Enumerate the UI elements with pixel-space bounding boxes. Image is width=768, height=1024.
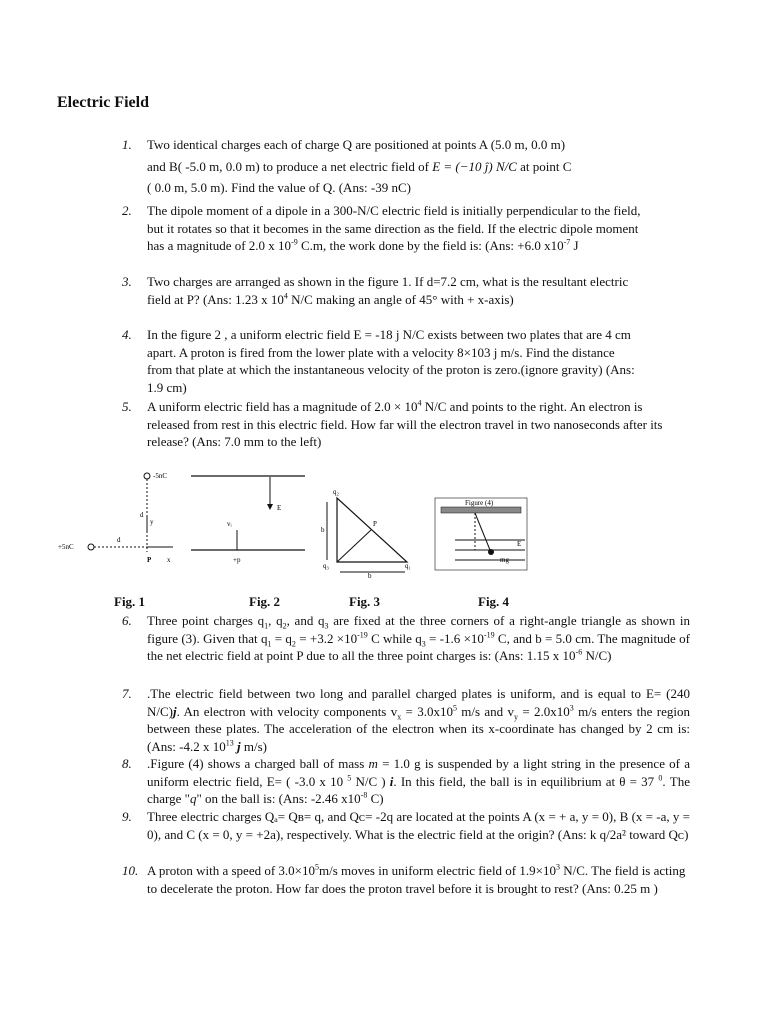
- v-label: vᵢ: [227, 520, 232, 528]
- text: , q: [268, 613, 283, 628]
- charge-positive: [88, 544, 94, 550]
- text: . The charge ": [147, 773, 690, 807]
- question-number: 9.: [122, 809, 132, 824]
- text: = -1.6 ×10: [425, 630, 484, 646]
- b-label-vertical: b: [321, 526, 325, 534]
- question-3-text: Two charges are arranged as shown in the figure 1. If d=7.2 cm, what is the resultant electric field at P? (Ans: 1.23 x 10: [147, 274, 629, 307]
- p-label-3: P: [373, 520, 377, 528]
- text: N/C): [582, 648, 612, 664]
- superscript: 3: [555, 862, 560, 872]
- string: [475, 513, 490, 550]
- text: . An electron with velocity components v: [176, 703, 398, 719]
- altitude: [337, 530, 371, 562]
- question-8: [122, 755, 690, 808]
- question-number: 1.: [122, 137, 132, 152]
- question-2: [122, 202, 657, 255]
- superscript: 4: [417, 398, 422, 408]
- question-3: [122, 273, 654, 308]
- figure-1: [58, 472, 173, 564]
- superscript: 3: [569, 703, 574, 713]
- question-9-text: Three electric charges Qₐ= Qʙ= q, and Qᴄ= -2q are located at the points A (x = + a, y = 0), B (x = -a, y = 0), and C (x = 0, y = +2a), respectively. What is the electric field at the origin? (Ans: k q/2a² toward Qᴄ): [147, 809, 690, 842]
- figure-4: [435, 498, 527, 570]
- question-5-text: N/C and points to the right. An electron is released from rest in this electric field. How far will the electron travel in two nanoseconds after its release? (Ans: 7.0 mm to the left): [147, 399, 663, 450]
- question-9: [122, 808, 690, 843]
- proton-label: +p: [233, 556, 241, 564]
- text: = 3.0x10: [401, 703, 453, 719]
- subscript: 2: [282, 621, 287, 631]
- subscript: 3: [421, 639, 426, 649]
- text: C while q: [367, 630, 422, 646]
- text: N/C ): [351, 773, 390, 789]
- fig-3-label: Fig. 3: [349, 594, 381, 609]
- question-7: [122, 685, 690, 755]
- question-3-text: N/C making an angle of 45° with + x-axis): [287, 291, 514, 307]
- question-5-text: A uniform electric field has a magnitude of 2.0 × 10: [147, 399, 418, 414]
- text: m/s and v: [456, 703, 514, 719]
- ceiling: [441, 507, 521, 513]
- superscript: -19: [357, 630, 368, 640]
- question-number: 5.: [122, 399, 132, 414]
- superscript: 13: [225, 738, 234, 748]
- text: are fixed at the three corners of a right-angle triangle as shown in figure (3). Given that q: [147, 613, 691, 646]
- superscript: -19: [483, 630, 495, 640]
- q3-label: q₃: [323, 562, 329, 570]
- page-title: Electric Field: [57, 94, 149, 111]
- text: C): [367, 791, 384, 807]
- d-label: d: [140, 511, 144, 519]
- text: = q: [271, 630, 292, 646]
- question-number: 8.: [122, 756, 132, 771]
- field-equation: E = (−10 ĵ) N/C: [432, 158, 517, 174]
- subscript: y: [514, 712, 518, 722]
- subscript: 3: [324, 621, 329, 631]
- fig-2-label: Fig. 2: [249, 594, 281, 609]
- y-label: y: [150, 518, 154, 526]
- subscript: 2: [291, 639, 296, 649]
- question-number: 6.: [122, 613, 132, 628]
- q1-label: q₁: [405, 562, 411, 570]
- superscript: -9: [291, 237, 298, 247]
- question-4: [122, 326, 640, 396]
- subscript: 1: [264, 621, 269, 631]
- text: = 2.0x10: [518, 703, 570, 719]
- text: m/s enters the region between these plates. The acceleration of the electron when its x-coordinate has changed by 2 cm is: (Ans: -4.2 x 10: [147, 703, 690, 754]
- superscript: 5: [347, 773, 352, 783]
- question-number: 4.: [122, 327, 132, 342]
- text: .Figure (4) shows a charged ball of mass: [147, 756, 369, 771]
- text: C, and b = 5.0 cm. The magnitude of the net electric field at point P due to all the three point charges is: (Ans: 1.15 x 10: [147, 630, 690, 664]
- text: A proton with a speed of 3.0×10: [147, 863, 316, 878]
- text: = +3.2 ×10: [295, 630, 358, 646]
- field-arrowhead: [267, 504, 273, 510]
- question-5: [122, 398, 667, 451]
- mg-label: mg: [500, 556, 509, 564]
- question-2-text: J: [570, 238, 579, 254]
- question-number: 10.: [122, 863, 139, 878]
- text: " on the ball is: (Ans: -2.46 x10: [196, 791, 361, 807]
- question-2-text: The dipole moment of a dipole in a 300-N/C electric field is initially perpendicular to the field, but it rotates so that it becomes in the same direction as the field. If the electric dipole moment has a magnitude of 2.0 x 10: [147, 203, 641, 254]
- question-4-text: In the figure 2 , a uniform electric field E = -18 j N/C exists between two plates that are 4 cm apart. A proton is fired from the lower plate with a velocity 8×103 j m/s. Find the distance from that plate at which the instantaneous velocity of the proton is zero.(ignore gravity) (Ans: 1.9 cm): [147, 327, 635, 395]
- superscript: -8: [360, 790, 368, 800]
- fig-4-label: Fig. 4: [478, 594, 510, 609]
- question-number: 2.: [122, 203, 132, 218]
- superscript: -6: [575, 647, 583, 657]
- figures-svg: [55, 462, 545, 597]
- question-6: [122, 612, 690, 665]
- q2-label: q₂: [333, 488, 339, 496]
- question-10: [122, 862, 690, 897]
- figure-2: [191, 476, 305, 564]
- text: m/s moves in uniform electric field of 1.9×10: [319, 863, 556, 878]
- subscript: x: [397, 712, 402, 722]
- text: , and q: [286, 613, 325, 628]
- italic-var: q: [189, 791, 197, 807]
- superscript: 4: [283, 291, 288, 301]
- question-number: 3.: [122, 274, 132, 289]
- text: Three point charges q: [147, 613, 265, 628]
- figure-4-title: Figure (4): [465, 499, 494, 507]
- x-label: x: [167, 556, 171, 564]
- text: N/C. The field is acting to decelerate the proton. How far does the proton travel before it is brought to rest? (Ans: 0.25 m ): [147, 863, 686, 896]
- text: = 1.0 g is suspended by a light string in the presence of a uniform electric field, E= ( -3.0 x 10: [147, 756, 690, 789]
- charge-left-label: +5nC: [58, 543, 74, 551]
- superscript: 5: [452, 703, 457, 713]
- question-1-line-3: ( 0.0 m, 5.0 m). Find the value of Q. (Ans: -39 nC): [147, 180, 411, 196]
- unit-vector: j: [236, 738, 241, 754]
- b-label-horizontal: b: [368, 572, 372, 580]
- e-label: E: [277, 504, 282, 512]
- e-label-4: E: [517, 540, 522, 548]
- d-label-2: d: [117, 536, 121, 544]
- question-number: 7.: [122, 686, 132, 701]
- p-label: P: [147, 556, 152, 564]
- superscript: 0: [658, 773, 663, 783]
- unit-vector: j: [173, 703, 177, 719]
- superscript: -7: [563, 237, 571, 247]
- superscript: 5: [315, 862, 320, 872]
- fig-1-label: Fig. 1: [114, 594, 146, 609]
- figure-3: [321, 488, 411, 580]
- text: . In this field, the ball is in equilibrium at θ = 37: [393, 773, 659, 789]
- text: m/s): [240, 738, 267, 754]
- charge-negative: [144, 473, 150, 479]
- question-1-line-1: Two identical charges each of charge Q are positioned at points A (5.0 m, 0.0 m): [147, 137, 566, 152]
- italic-var: m: [368, 756, 378, 771]
- question-1: [122, 136, 692, 197]
- question-2-text: C.m, the work done by the field is: (Ans: +6.0 x10: [297, 238, 564, 254]
- unit-vector: i: [389, 773, 394, 789]
- subscript: 1: [267, 639, 272, 649]
- question-1-line-2: and B( -5.0 m, 0.0 m) to produce a net electric field of: [147, 158, 433, 174]
- figures-row: [55, 462, 545, 602]
- text: .The electric field between two long and parallel charged plates is uniform, and is equal to E= (240 N/C): [147, 686, 690, 719]
- question-1-line-2-tail: at point C: [520, 158, 572, 174]
- charge-top-label: -5nC: [153, 472, 167, 480]
